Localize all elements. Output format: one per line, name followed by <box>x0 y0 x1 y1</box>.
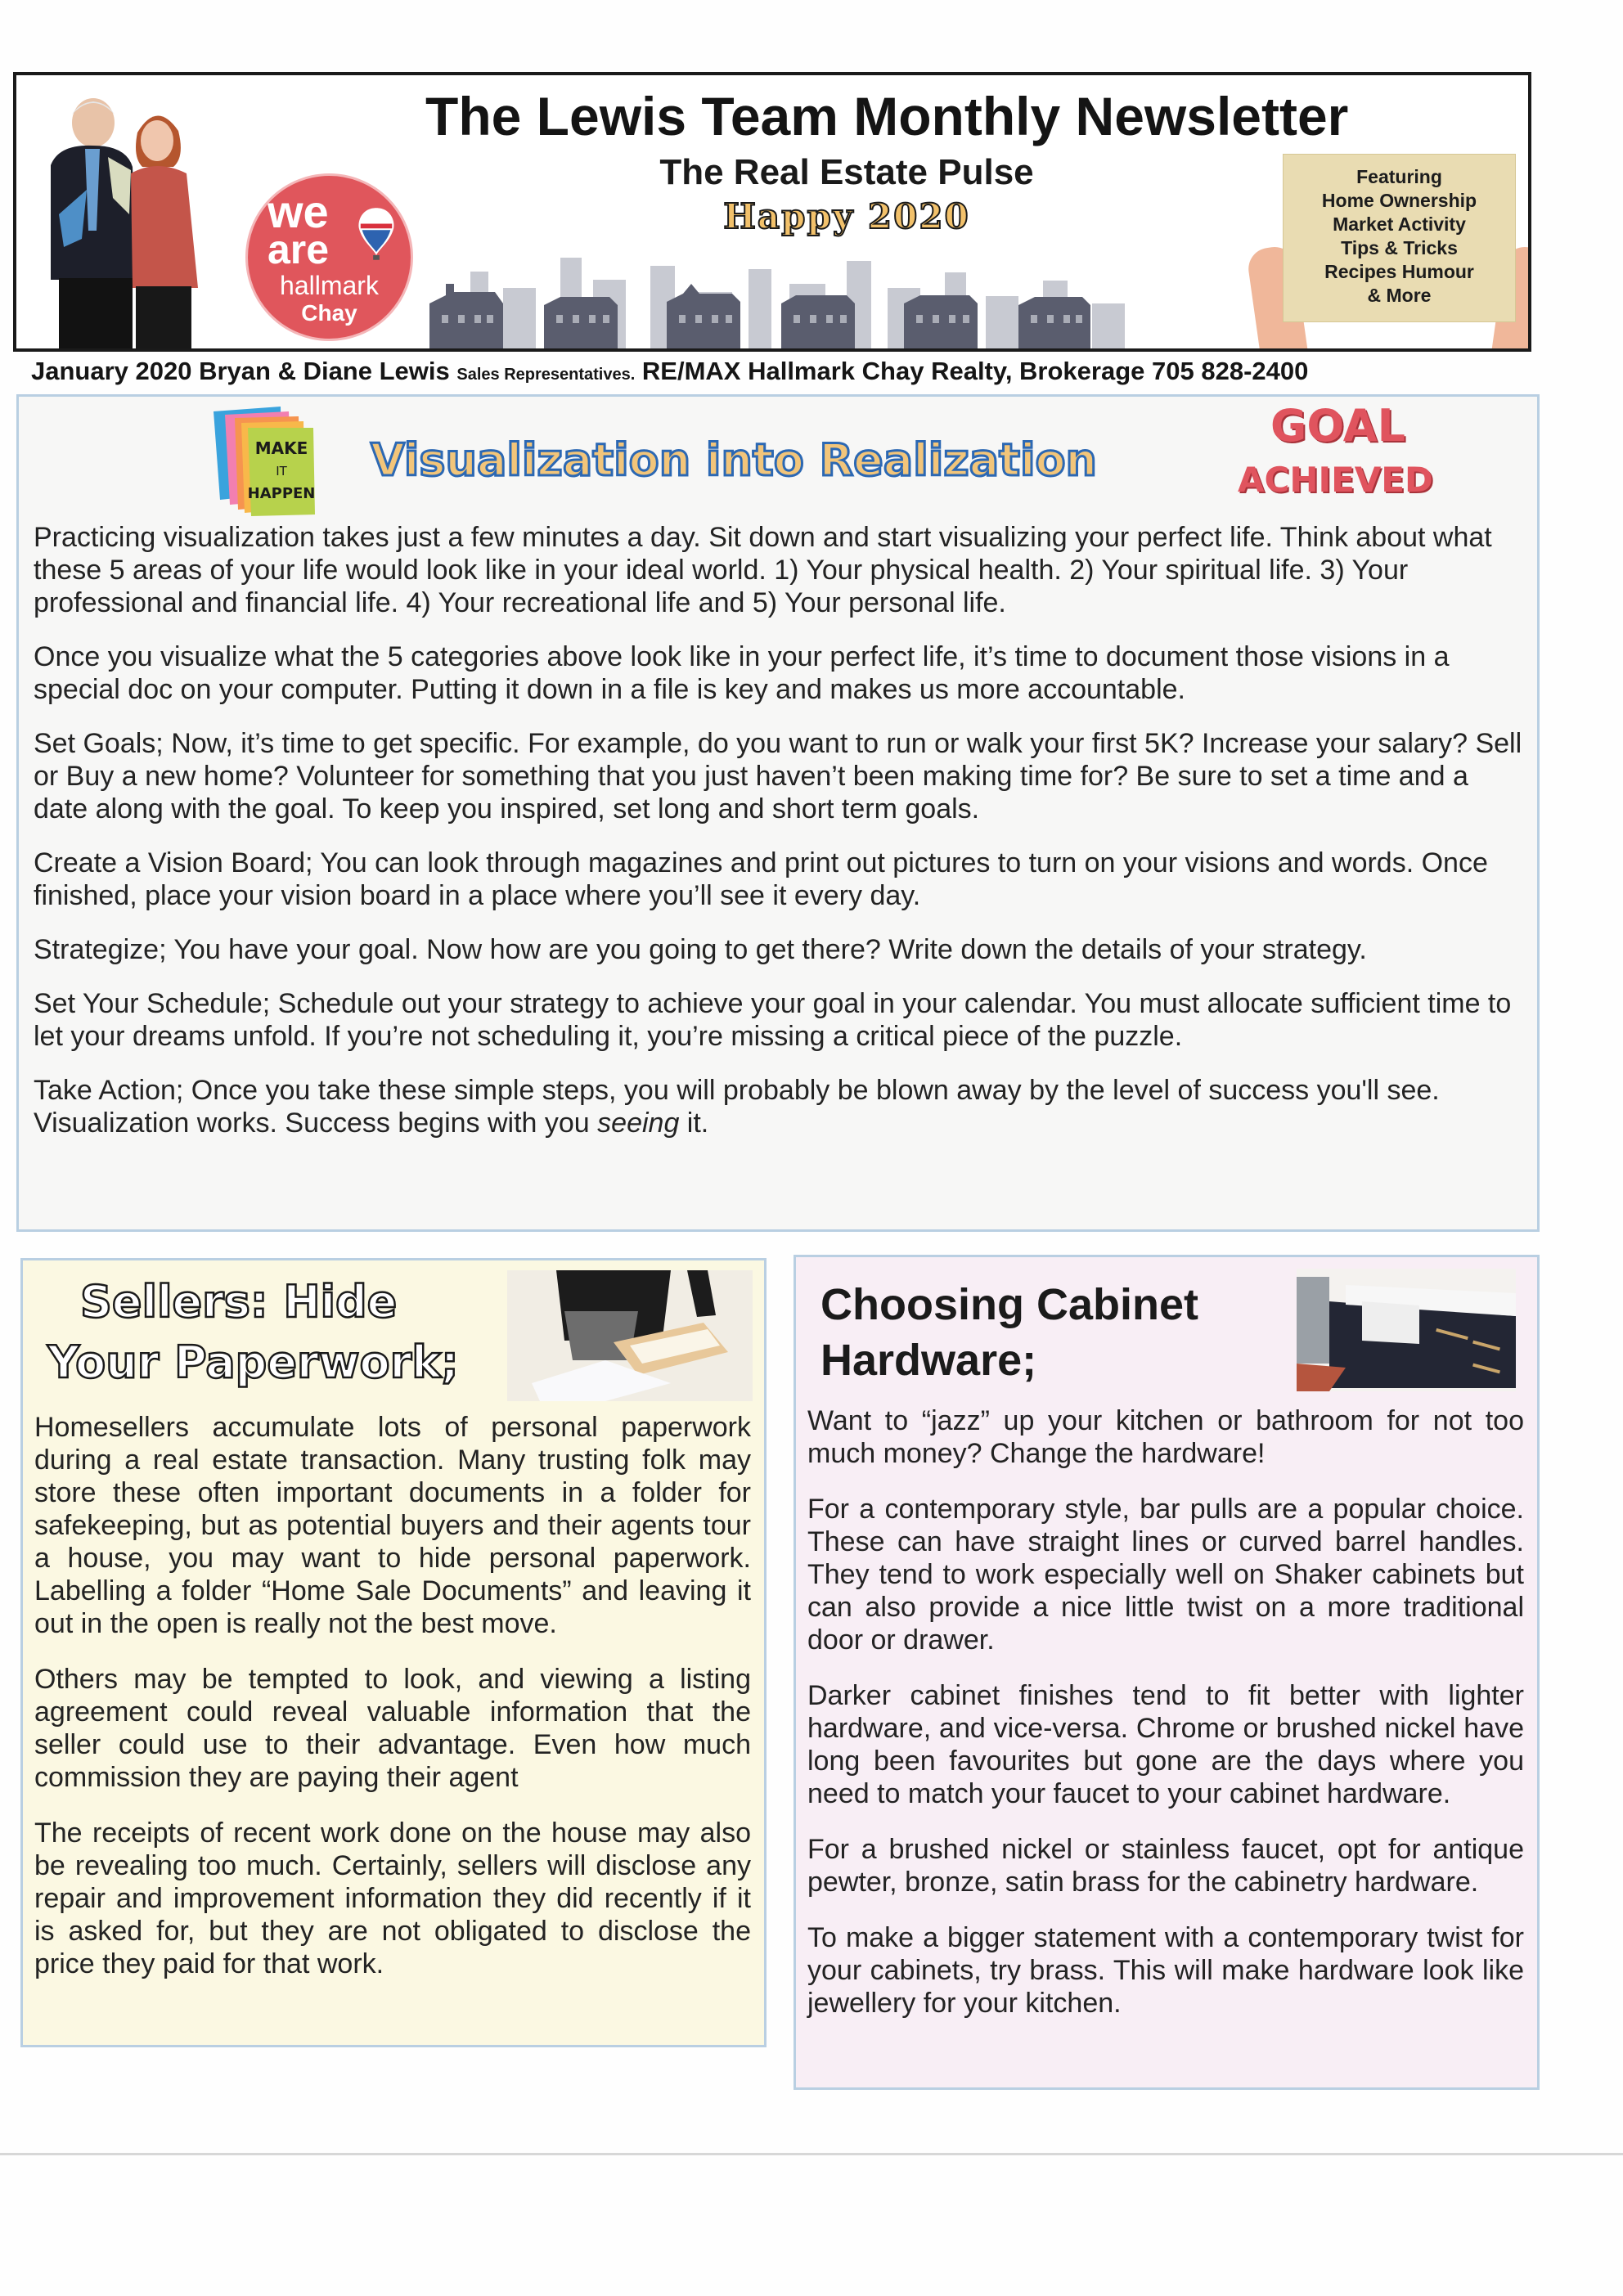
logo-text-are: are <box>268 227 330 272</box>
sticky-note-make: MAKE <box>254 438 308 458</box>
paragraph: Want to “jazz” up your kitchen or bathroom for not too much money? Change the hardware! <box>807 1405 1524 1469</box>
sign-line: Home Ownership <box>1321 190 1477 211</box>
remax-balloon-icon <box>356 205 397 263</box>
achieved-word: ACHIEVED <box>1238 460 1433 500</box>
paragraph: Others may be tempted to look, and viewing a listing agreement could reveal valuable information that the seller could use to their advantage. Even how much commission they are paying their agent <box>34 1664 751 1793</box>
woman-cardigan <box>131 166 198 288</box>
featuring-sign <box>1283 154 1516 322</box>
masthead-titles <box>425 82 1349 245</box>
masthead <box>13 72 1531 352</box>
title-line: Your Paperwork; <box>47 1337 459 1388</box>
make-it-happen-sticky-notes-icon <box>191 403 354 518</box>
paragraph: Strategize; You have your goal. Now how are you going to get there? Write down the details of your strategy. <box>34 934 1367 965</box>
happy-new-year-banner: Happy 2020 <box>723 196 970 236</box>
text-run: it. <box>679 1108 709 1139</box>
title-line: Hardware; <box>820 1336 1037 1385</box>
sign-line: Recipes Humour <box>1324 261 1474 282</box>
article-title <box>820 1277 1279 1388</box>
issue-date-and-agents: January 2020 Bryan & Diane Lewis <box>31 357 450 385</box>
sticky-note-happen: HAPPEN <box>247 485 316 502</box>
man-trousers <box>59 278 133 352</box>
sticky-note-it: IT <box>276 464 287 479</box>
remax-we-are-hallmark-logo <box>245 173 413 341</box>
paragraph: The receipts of recent work done on the house may also be revealing too much. Certainly, sellers will disclose any repair and improvement information they did recently if it is asked for, but they are not obligated to disclose the price they paid for that work. <box>34 1817 751 1979</box>
article-title <box>47 1272 497 1395</box>
logo-text-hallmark: hallmark <box>280 271 379 300</box>
cabinet-hardware-article <box>794 1255 1540 2090</box>
logo-text-we: we <box>268 186 329 237</box>
issue-contact-line <box>31 353 1544 389</box>
city-skyline-illustration <box>421 251 1141 352</box>
text-run: Take Action; Once you take these simple steps, you will probably be blown away by the level of success you'll see. Visualization works. Success begins with you <box>34 1075 1440 1139</box>
article-body <box>34 1411 751 1980</box>
woman-head <box>141 120 173 161</box>
emphasized-word: seeing <box>597 1108 680 1139</box>
paragraph: Practicing visualization takes just a few minutes a day. Sit down and start visualizing your perfect life. Think about what these 5 areas of your life would look like in your ideal world. 1) Your physical health. 2) Your spiritual life. 3) Your professional and financial life. 4) Your recreational life and 5) Your personal life. <box>34 522 1492 618</box>
article-body <box>807 1404 1524 2020</box>
title-line: Choosing Cabinet <box>820 1280 1198 1329</box>
paperwork-photo <box>507 1270 753 1401</box>
article-body <box>34 521 1524 1139</box>
goal-word: GOAL <box>1270 400 1405 452</box>
paragraph: For a brushed nickel or stainless faucet, opt for antique pewter, bronze, satin brass for the cabinetry hardware. <box>807 1834 1524 1898</box>
paragraph: Darker cabinet finishes tend to fit better with lighter hardware, and vice-versa. Chrome or brushed nickel have long been favourites but gone are the days where you need to match your faucet to your cabinet hardware. <box>807 1680 1524 1809</box>
sign-line: Featuring <box>1356 166 1442 187</box>
sign-line: Market Activity <box>1333 213 1466 235</box>
article-header <box>19 397 1537 519</box>
kitchen-cabinet-photo <box>1297 1269 1516 1391</box>
article-title: Visualization into Realization <box>371 434 1097 486</box>
brokerage-phone: RE/MAX Hallmark Chay Realty, Brokerage 705 828-2400 <box>641 357 1309 385</box>
sellers-paperwork-article <box>20 1258 767 2047</box>
goal-achieved-badge <box>1238 400 1442 514</box>
paragraph: Set Goals; Now, it’s time to get specific. For example, do you want to run or walk your first 5K? Increase your salary? Sell or Buy a new home? Volunteer for something that you just haven’t been making time for? Be sure to set a time and a date along with the goal. To keep you inspired, set long and short term goals. <box>34 728 1522 824</box>
paragraph <box>34 1074 1524 1139</box>
man-head <box>72 98 115 147</box>
newsletter-subtitle: The Real Estate Pulse <box>659 152 1034 192</box>
paragraph: Set Your Schedule; Schedule out your strategy to achieve your goal in your calendar. You must allocate sufficient time to let your dreams unfold. If you’re not scheduling it, you’re missing a critical piece of the puzzle. <box>34 988 1512 1052</box>
sign-line: Tips & Tricks <box>1341 237 1458 258</box>
newsletter-title: The Lewis Team Monthly Newsletter <box>425 86 1349 146</box>
woman-trousers <box>136 286 191 352</box>
page-bottom-rule <box>0 2153 1623 2155</box>
paragraph: Once you visualize what the 5 categories above look like in your perfect life, it’s time to document those visions in a special doc on your computer. Putting it down in a file is key and makes us more accountable. <box>34 641 1450 705</box>
team-photo <box>34 92 231 352</box>
visualization-article <box>16 394 1540 1232</box>
title-line: Sellers: Hide <box>80 1276 398 1328</box>
paragraph: Create a Vision Board; You can look through magazines and print out pictures to turn on your visions and words. Once finished, place your vision board in a place where you’ll see it every day. <box>34 847 1488 911</box>
paragraph: Homesellers accumulate lots of personal paperwork during a real estate transaction. Many trusting folk may store these often important documents in a folder for safekeeping, but as potential buyers and their agents tour a house, you may want to hide personal paperwork. Labelling a folder “Home Sale Documents” and leaving it out in the open is really not the best move. <box>34 1412 751 1639</box>
paragraph: To make a bigger statement with a contemporary twist for your cabinets, try brass. This will make hardware look like jewellery for your kitchen. <box>807 1922 1524 2019</box>
agent-role: Sales Representatives. <box>456 366 636 384</box>
sign-line: & More <box>1367 285 1432 306</box>
paragraph: For a contemporary style, bar pulls are a popular choice. These can have straight lines or curved barrel handles. They tend to work especially well on Shaker cabinets but can also provide a nice little twist on a more traditional door or drawer. <box>807 1494 1524 1656</box>
logo-text-chay: Chay <box>301 300 357 326</box>
